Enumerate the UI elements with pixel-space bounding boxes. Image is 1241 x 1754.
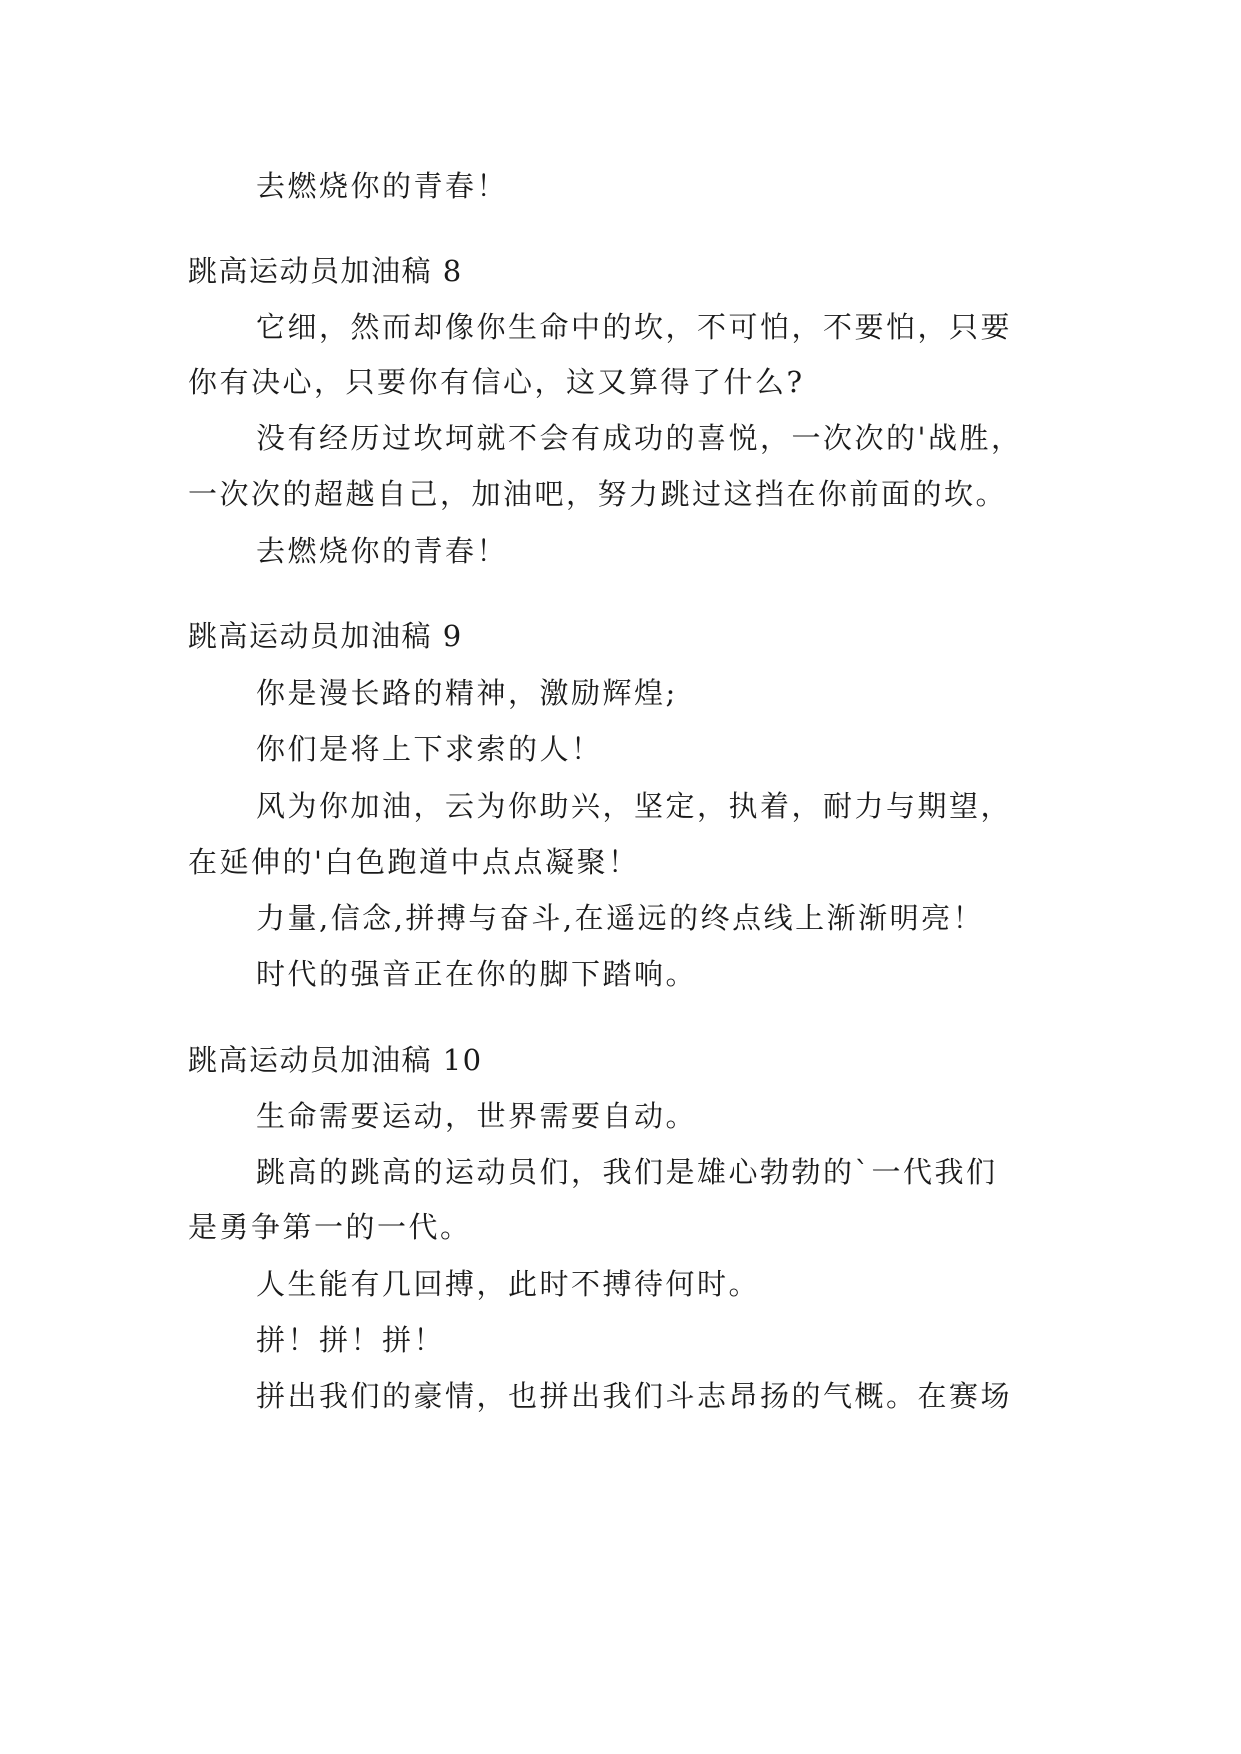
section-heading-10: 跳高运动员加油稿 10 bbox=[188, 1043, 483, 1077]
paragraph-line: 没有经历过坎坷就不会有成功的喜悦，一次次的'战胜， bbox=[256, 421, 1023, 455]
paragraph-line: 你们是将上下求索的人！ bbox=[256, 732, 603, 766]
section-heading-9: 跳高运动员加油稿 9 bbox=[188, 619, 463, 653]
paragraph-line: 力量,信念,拼搏与奋斗,在遥远的终点线上渐渐明亮！ bbox=[256, 901, 985, 935]
paragraph-line: 去燃烧你的青春！ bbox=[256, 534, 509, 568]
paragraph-line: 人生能有几回搏，此时不搏待何时。 bbox=[256, 1267, 761, 1301]
paragraph-line: 生命需要运动，世界需要自动。 bbox=[256, 1099, 698, 1133]
paragraph-line: 跳高的跳高的运动员们，我们是雄心勃勃的`一代我们 bbox=[256, 1155, 998, 1189]
paragraph-line: 时代的强音正在你的脚下踏响。 bbox=[256, 957, 698, 991]
paragraph-line: 拼！拼！拼！ bbox=[256, 1323, 446, 1357]
paragraph-line: 你是漫长路的精神，激励辉煌; bbox=[256, 676, 678, 710]
paragraph-line: 是勇争第一的一代。 bbox=[188, 1210, 472, 1244]
paragraph-line: 一次次的超越自己，加油吧，努力跳过这挡在你前面的坎。 bbox=[188, 477, 1008, 511]
paragraph-line: 在延伸的'白色跑道中点点凝聚！ bbox=[188, 845, 640, 879]
paragraph-line: 你有决心，只要你有信心，这又算得了什么? bbox=[188, 365, 805, 399]
paragraph-line: 拼出我们的豪情，也拼出我们斗志昂扬的气概。在赛场 bbox=[256, 1379, 1013, 1413]
paragraph-line: 风为你加油，云为你助兴，坚定，执着，耐力与期望， bbox=[256, 789, 1013, 823]
section-heading-8: 跳高运动员加油稿 8 bbox=[188, 254, 463, 288]
paragraph-line: 去燃烧你的青春！ bbox=[256, 169, 509, 203]
paragraph-line: 它细，然而却像你生命中的坎，不可怕，不要怕，只要 bbox=[256, 310, 1013, 344]
